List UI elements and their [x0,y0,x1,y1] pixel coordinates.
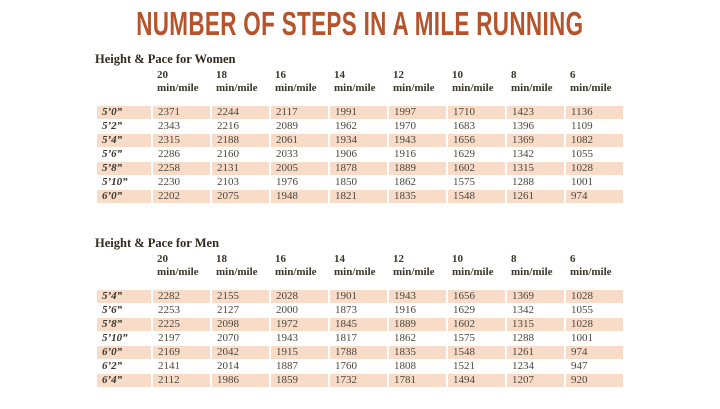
pace-unit: min/mile [393,82,435,94]
steps-value-cell: 2131 [212,162,269,175]
pace-value: 10 [452,69,463,81]
steps-value-cell: 1342 [512,148,534,160]
steps-value-cell: 2244 [212,106,269,119]
steps-value-cell: 1943 [389,290,446,303]
steps-value-cell: 1948 [271,190,328,203]
steps-value-cell: 2282 [153,290,210,303]
steps-value-cell: 1873 [335,304,357,316]
height-label-cell: 5’8” [97,318,151,331]
steps-value-cell: 2225 [153,318,210,331]
steps-value-cell: 2253 [158,304,180,316]
table-row [97,134,623,147]
table-row [97,176,623,189]
pace-header-cell [330,69,387,105]
steps-value-cell: 1369 [507,290,564,303]
steps-value-cell: 2005 [271,162,328,175]
steps-value-cell: 1887 [276,360,298,372]
steps-value-cell: 1732 [330,374,387,387]
steps-value-cell: 2028 [271,290,328,303]
steps-value-cell: 1055 [571,304,593,316]
pace-unit: min/mile [570,82,612,94]
steps-value-cell: 1972 [271,318,328,331]
height-label-cell: 6’2” [102,360,123,372]
steps-value-cell: 1821 [330,190,387,203]
steps-value-cell: 1859 [271,374,328,387]
pace-header-cell [153,69,210,105]
steps-value-cell: 1986 [212,374,269,387]
height-label-cell: 5’4” [97,134,151,147]
steps-value-cell: 2112 [153,374,210,387]
steps-value-cell: 1710 [448,106,505,119]
steps-value-cell: 1028 [566,162,623,175]
steps-value-cell: 2169 [153,346,210,359]
steps-value-cell: 1889 [389,318,446,331]
steps-value-cell: 2000 [276,304,298,316]
steps-value-cell: 1261 [507,346,564,359]
pace-unit: min/mile [393,266,435,278]
steps-value-cell: 1261 [507,190,564,203]
steps-value-cell: 1602 [448,162,505,175]
steps-value-cell: 1288 [512,176,534,188]
steps-value-cell: 2042 [212,346,269,359]
steps-value-cell: 2155 [212,290,269,303]
pace-unit: min/mile [511,266,553,278]
steps-value-cell: 1835 [389,346,446,359]
steps-value-cell: 974 [566,346,623,359]
steps-value-cell: 974 [566,190,623,203]
pace-value: 12 [393,69,404,81]
steps-value-cell: 1878 [330,162,387,175]
steps-table-women [95,68,625,204]
steps-value-cell: 1808 [394,360,416,372]
steps-value-cell: 1548 [448,190,505,203]
steps-value-cell: 1494 [448,374,505,387]
steps-value-cell: 1001 [571,176,593,188]
pace-value: 18 [216,253,227,265]
steps-value-cell: 1916 [394,304,416,316]
table-row [97,190,623,203]
corner-cell [97,253,151,289]
pace-unit: min/mile [216,82,258,94]
steps-value-cell: 2014 [217,360,239,372]
steps-value-cell: 1028 [566,290,623,303]
steps-value-cell: 1055 [571,148,593,160]
steps-value-cell: 1521 [453,360,475,372]
steps-value-cell: 2230 [158,176,180,188]
pace-unit: min/mile [452,266,494,278]
pace-header-cell [448,253,505,289]
steps-value-cell: 2188 [212,134,269,147]
table-row [97,332,623,345]
steps-value-cell: 1369 [507,134,564,147]
pace-unit: min/mile [275,82,317,94]
pace-value: 6 [570,69,576,81]
steps-value-cell: 1001 [571,332,593,344]
pace-header-row [97,253,623,289]
steps-value-cell: 2127 [217,304,239,316]
steps-table-men [95,252,625,388]
height-label-cell: 6’4” [97,374,151,387]
pace-header-cell [212,253,269,289]
height-label-cell: 5’10” [102,332,128,344]
pace-header-cell [389,69,446,105]
men-section [95,236,625,388]
height-label-cell: 5’0” [97,106,151,119]
pace-header-cell [566,69,623,105]
steps-value-cell: 1082 [566,134,623,147]
steps-value-cell: 1835 [389,190,446,203]
height-label-cell: 5’2” [102,120,123,132]
steps-value-cell: 1396 [512,120,534,132]
steps-value-cell: 2197 [158,332,180,344]
pace-header-cell [448,69,505,105]
pace-header-row [97,69,623,105]
corner-cell [97,69,151,105]
pace-value: 8 [511,253,517,265]
steps-value-cell: 1781 [389,374,446,387]
pace-unit: min/mile [334,82,376,94]
height-label-cell: 6’0” [97,190,151,203]
steps-value-cell: 920 [566,374,623,387]
height-label-cell: 5’10” [102,176,128,188]
steps-value-cell: 2202 [153,190,210,203]
steps-value-cell: 2315 [153,134,210,147]
table-row [97,360,623,373]
table-row [97,162,623,175]
steps-value-cell: 1656 [448,134,505,147]
height-label-cell: 5’8” [97,162,151,175]
pace-header-cell [330,253,387,289]
title-bar [0,5,720,43]
pace-unit: min/mile [275,266,317,278]
pace-value: 14 [334,69,345,81]
steps-value-cell: 1943 [389,134,446,147]
steps-value-cell: 1845 [330,318,387,331]
steps-value-cell: 1850 [335,176,357,188]
steps-value-cell: 2117 [271,106,328,119]
pace-value: 14 [334,253,345,265]
steps-value-cell: 1548 [448,346,505,359]
pace-value: 8 [511,69,517,81]
pace-unit: min/mile [452,82,494,94]
steps-value-cell: 2371 [153,106,210,119]
pace-header-cell [566,253,623,289]
steps-value-cell: 1629 [453,148,475,160]
steps-value-cell: 1575 [453,332,475,344]
steps-value-cell: 2089 [276,120,298,132]
pace-value: 20 [157,69,168,81]
section-heading-women: Height & Pace for Women [95,52,236,66]
pace-unit: min/mile [570,266,612,278]
pace-value: 16 [275,69,286,81]
height-label-cell: 5’6” [102,304,123,316]
steps-value-cell: 2033 [276,148,298,160]
steps-value-cell: 1760 [335,360,357,372]
height-label-cell: 5’4” [97,290,151,303]
steps-value-cell: 1817 [335,332,357,344]
pace-unit: min/mile [157,82,199,94]
steps-value-cell: 1970 [394,120,416,132]
steps-value-cell: 1234 [512,360,534,372]
steps-value-cell: 1136 [566,106,623,119]
table-row [97,304,623,317]
steps-value-cell: 1862 [394,332,416,344]
steps-value-cell: 1788 [330,346,387,359]
pace-value: 12 [393,253,404,265]
women-section [95,52,625,204]
steps-value-cell: 1656 [448,290,505,303]
height-label-cell: 6’0” [97,346,151,359]
steps-value-cell: 1991 [330,106,387,119]
steps-value-cell: 1943 [276,332,298,344]
steps-value-cell: 1997 [389,106,446,119]
pace-value: 20 [157,253,168,265]
pace-unit: min/mile [334,266,376,278]
steps-value-cell: 1889 [389,162,446,175]
pace-header-cell [507,253,564,289]
pace-unit: min/mile [511,82,553,94]
steps-value-cell: 2070 [217,332,239,344]
steps-value-cell: 2343 [158,120,180,132]
table-row [97,290,623,303]
pace-header-cell [212,69,269,105]
steps-value-cell: 2160 [217,148,239,160]
steps-value-cell: 2216 [217,120,239,132]
steps-value-cell: 1934 [330,134,387,147]
steps-value-cell: 2258 [153,162,210,175]
steps-value-cell: 947 [571,360,588,372]
steps-value-cell: 1315 [507,162,564,175]
steps-value-cell: 2286 [158,148,180,160]
steps-value-cell: 2098 [212,318,269,331]
steps-value-cell: 1901 [330,290,387,303]
table-row [97,346,623,359]
steps-value-cell: 1683 [453,120,475,132]
pace-header-cell [271,253,328,289]
steps-value-cell: 2141 [158,360,180,372]
pace-unit: min/mile [157,266,199,278]
table-row [97,148,623,161]
pace-header-cell [507,69,564,105]
pace-unit: min/mile [216,266,258,278]
table-row [97,374,623,387]
pace-value: 16 [275,253,286,265]
table-row [97,318,623,331]
steps-value-cell: 1906 [335,148,357,160]
steps-value-cell: 1575 [453,176,475,188]
pace-value: 18 [216,69,227,81]
pace-value: 10 [452,253,463,265]
steps-value-cell: 1976 [276,176,298,188]
steps-value-cell: 1028 [566,318,623,331]
steps-value-cell: 1423 [507,106,564,119]
pace-header-cell [271,69,328,105]
steps-value-cell: 2061 [271,134,328,147]
pace-value: 6 [570,253,576,265]
steps-value-cell: 1288 [512,332,534,344]
steps-infographic [0,5,720,409]
pace-header-cell [153,253,210,289]
pace-header-cell [389,253,446,289]
section-heading-men: Height & Pace for Men [95,236,220,250]
steps-value-cell: 1915 [271,346,328,359]
steps-value-cell: 1629 [453,304,475,316]
height-label-cell: 5’6” [102,148,123,160]
steps-value-cell: 1916 [394,148,416,160]
steps-value-cell: 1862 [394,176,416,188]
steps-value-cell: 1207 [507,374,564,387]
table-row [97,106,623,119]
page-title: NUMBER OF STEPS IN A MILE RUNNING [136,5,584,42]
steps-value-cell: 1315 [507,318,564,331]
steps-value-cell: 1602 [448,318,505,331]
steps-value-cell: 2075 [212,190,269,203]
table-row [97,120,623,133]
steps-value-cell: 1962 [335,120,357,132]
steps-value-cell: 2103 [217,176,239,188]
steps-value-cell: 1342 [512,304,534,316]
steps-value-cell: 1109 [571,120,593,132]
